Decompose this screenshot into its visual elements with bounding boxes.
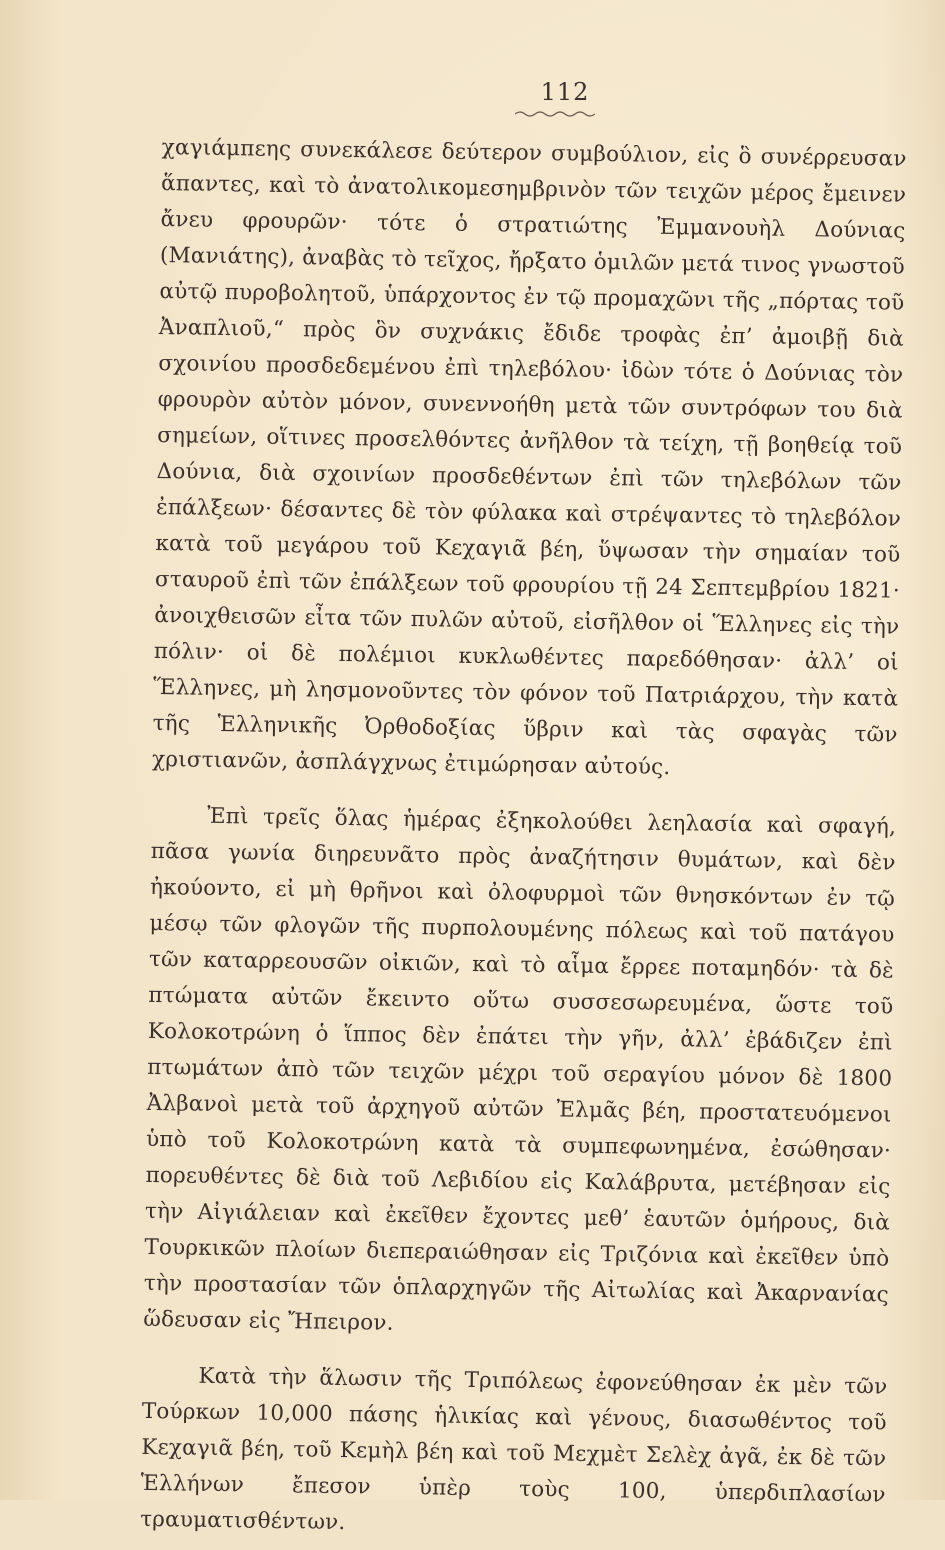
- body-text: [140, 130, 907, 1550]
- paragraph-continued: χαγιάμπεης συνεκάλεσε δεύτερον συμβούλιον, εἰς ὃ συνέρρευσαν ἅπαντες, καὶ τὸ ἀνατολικομεσημβρινὸν τῶν τειχῶν μέρος ἔμεινεν ἄνευ φρουρῶν· τότε ὁ στρατιώτης Ἐμμανουὴλ Δούνιας (Μανιάτης), ἀναβὰς τὸ τεῖχος, ἤρξατο ὁμιλῶν μετά τινος γνωστοῦ αὐτῷ πυροβολητοῦ, ὑπάρχοντος ἐν τῷ προμαχῶνι τῆς „πόρτας τοῦ Ἀναπλιοῦ,“ πρὸς ὃν συχνάκις ἔδιδε τροφὰς ἐπ’ ἀμοιβῇ διὰ σχοινίου προσδεδεμένου ἐπὶ τηλεβόλου· ἰδὼν τότε ὁ Δούνιας τὸν φρουρὸν αὐτὸν μόνον, συνεννοήθη μετὰ τῶν συντρόφων του διὰ σημείων, οἵτινες προσελθόντες ἀνῆλθον τὰ τείχη, τῇ βοηθείᾳ τοῦ Δούνια, διὰ σχοινίων προσδεθέντων ἐπὶ τῶν τηλεβόλων τῶν ἐπάλξεων· δέσαντες δὲ τὸν φύλακα καὶ στρέψαντες τὸ τηλεβόλον κατὰ τοῦ μεγάρου τοῦ Κεχαγιᾶ βέη, ὕψωσαν τὴν σημαίαν τοῦ σταυροῦ ἐπὶ τῶν ἐπάλξεων τοῦ φρουρίου τῇ 24 Σεπτεμβρίου 1821· ἀνοιχθεισῶν εἶτα τῶν πυλῶν αὐτοῦ, εἰσῆλθον οἱ Ἕλληνες εἰς τὴν πόλιν· οἱ δὲ πολέμιοι κυκλωθέντες παρεδόθησαν· ἀλλ’ οἱ Ἕλληνες, μὴ λησμονοῦντες τὸν φόνον τοῦ Πατριάρχου, τὴν κατὰ τῆς Ἑλληνικῆς Ὀρθοδοξίας ὕβριν καὶ τὰς σφαγὰς τῶν χριστιανῶν, ἀσπλάγχνως ἐτιμώρησαν αὐτούς.: [151, 134, 907, 781]
- wavy-rule-ornament-icon: [515, 110, 595, 118]
- paragraph-plunder: Ἐπὶ τρεῖς ὅλας ἡμέρας ἐξηκολούθει λεηλασία καὶ σφαγή, πᾶσα γωνία διηρευνᾶτο πρὸς ἀναζήτησιν θυμάτων, καὶ δὲν ἠκούοντο, εἰ μὴ θρῆνοι καὶ ὀλοφυρμοὶ τῶν θνησκόντων ἐν τῷ μέσῳ τῶν φλογῶν τῆς πυρπολουμένης πόλεως καὶ τοῦ πατάγου τῶν καταρρεουσῶν οἰκιῶν, καὶ τὸ αἷμα ἔρρεε ποταμηδόν· τὰ δὲ πτώματα αὐτῶν ἔκειντο οὕτω συσσεσωρευμένα, ὥστε τοῦ Κολοκοτρώνη ὁ ἵππος δὲν ἐπάτει τὴν γῆν, ἀλλ’ ἐβάδιζεν ἐπὶ πτωμάτων ἀπὸ τῶν τειχῶν μέχρι τοῦ σεραγίου μόνον δὲ 1800 Ἀλβανοὶ μετὰ τοῦ ἀρχηγοῦ αὐτῶν Ἐλμᾶς βέη, προστατευόμενοι ὑπὸ τοῦ Κολοκοτρώνη κατὰ τὰ συμπεφωνημένα, ἐσώθησαν· πορευθέντες δὲ διὰ τοῦ Λεβιδίου εἰς Καλάβρυτα, μετέβησαν εἰς τὴν Αἰγιάλειαν καὶ ἐκεῖθεν ἔχοντες μεθ’ ἑαυτῶν ὁμήρους, διὰ Τουρκικῶν πλοίων διεπεραιώθησαν εἰς Τριζόνια καὶ ἐκεῖθεν ὑπὸ τὴν προστασίαν τῶν ὁπλαρχηγῶν τῆς Αἰτωλίας καὶ Ἀκαρνανίας ὥδευσαν εἰς Ἤπειρον.: [143, 803, 897, 1336]
- paragraph-casualties: Κατὰ τὴν ἅλωσιν τῆς Τριπόλεως ἐφονεύθησαν ἐκ μὲν τῶν Τούρκων 10,000 πάσης ἡλικίας καὶ γένους, διασωθέντος τοῦ Κεχαγιᾶ βέη, τοῦ Κεμὴλ βέη καὶ τοῦ Μεχμὲτ Σελὲχ ἀγᾶ, ἐκ δὲ τῶν Ἑλλήνων ἔπεσον ὑπὲρ τοὺς 100, ὑπερδιπλασίων τραυματισθέντων.: [139, 1363, 888, 1536]
- page-number: 112: [540, 78, 590, 106]
